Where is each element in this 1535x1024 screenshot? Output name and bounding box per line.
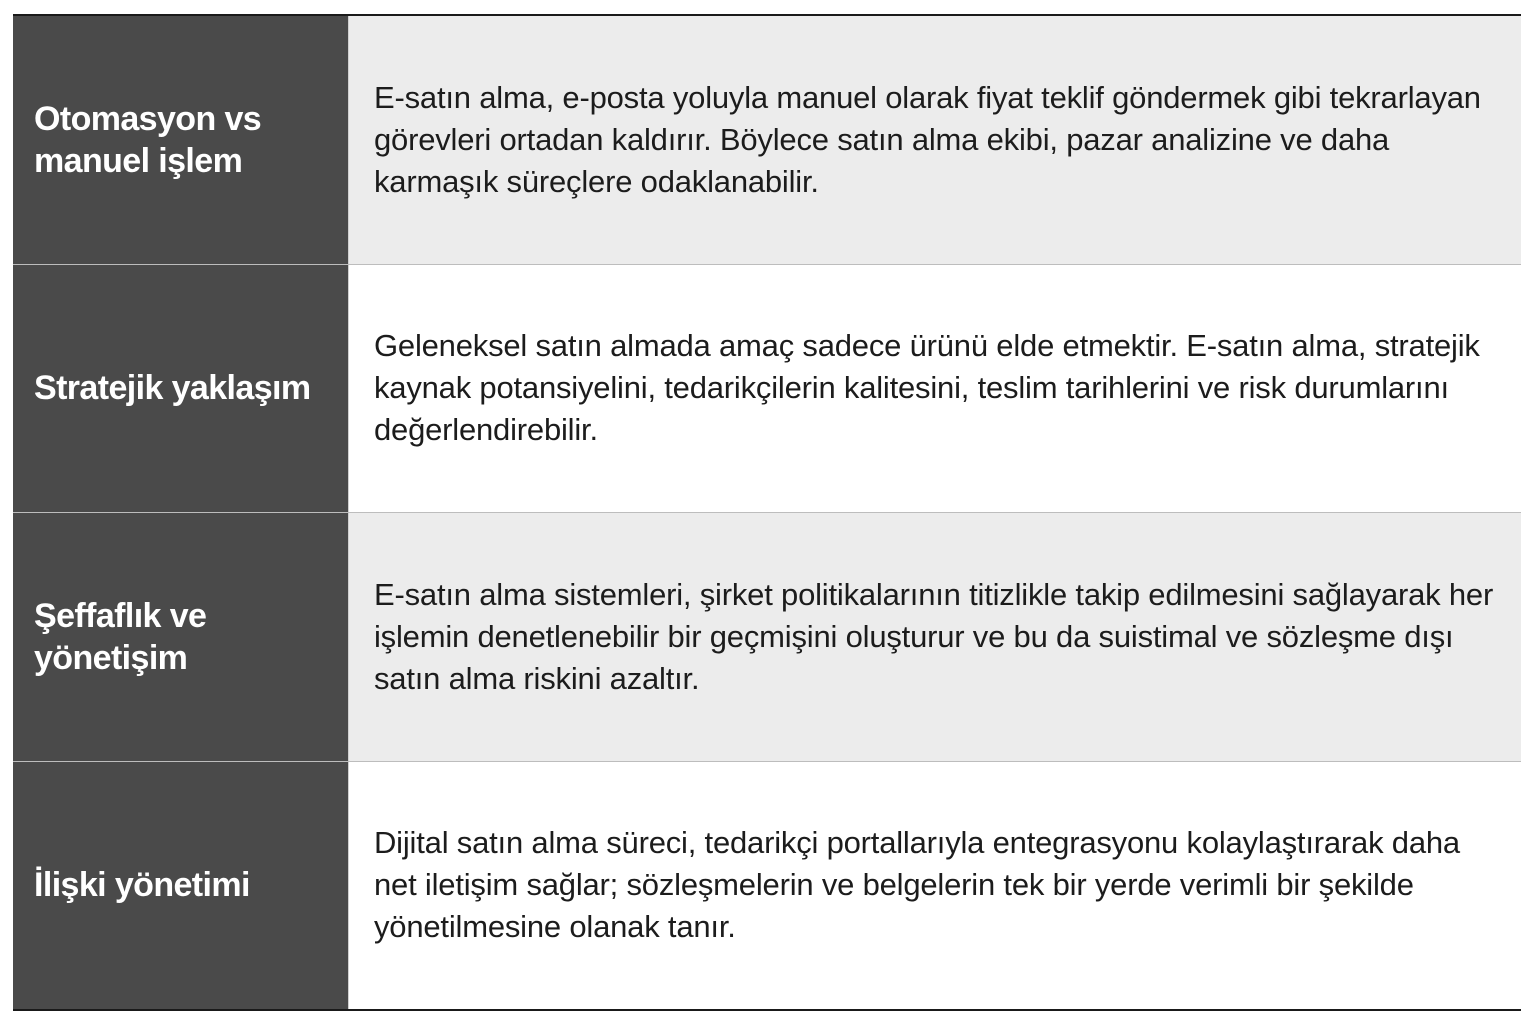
row-description: E-satın alma sistemleri, şirket politikalarının titizlikle takip edilmesini sağlayarak her işlemin denetlenebilir bir geçmişini oluşturur ve bu da suistimal ve sözleşme dışı satın alma riskini azaltır. <box>374 576 1494 696</box>
row-description: Dijital satın alma süreci, tedarikçi portallarıyla entegrasyonu kolaylaştırarak daha net iletişim sağlar; sözleşmelerin ve belgelerin tek bir yerde verimli bir şekilde yönetilmesine olanak tanır. <box>374 825 1460 945</box>
row-description-cell <box>349 762 1521 1010</box>
table-row <box>13 265 1521 514</box>
row-label-cell <box>13 513 349 761</box>
row-label: Otomasyon vs manuel işlem <box>34 99 262 180</box>
table-row <box>13 16 1521 265</box>
row-label: Stratejik yaklaşım <box>34 369 311 408</box>
row-description-cell <box>349 16 1521 264</box>
row-description-cell <box>349 513 1521 761</box>
row-description: Geleneksel satın almada amaç sadece ürünü elde etmektir. E-satın alma, stratejik kaynak potansiyelini, tedarikçilerin kalitesini, teslim tarihlerini ve risk durumlarını değerlendirebilir. <box>374 328 1480 448</box>
table-row <box>13 513 1521 762</box>
row-label-cell <box>13 16 349 264</box>
row-label: İlişki yönetimi <box>34 866 250 905</box>
row-label-cell <box>13 265 349 513</box>
row-label-cell <box>13 762 349 1010</box>
row-description-cell <box>349 265 1521 513</box>
row-description: E-satın alma, e-posta yoluyla manuel olarak fiyat teklif göndermek gibi tekrarlayan görevleri ortadan kaldırır. Böylece satın alma ekibi, pazar analizine ve daha karmaşık süreçlere odaklanabilir. <box>374 79 1481 199</box>
table-row <box>13 762 1521 1010</box>
row-label: Şeffaflık ve yönetişim <box>34 596 207 677</box>
comparison-table <box>13 14 1521 1011</box>
